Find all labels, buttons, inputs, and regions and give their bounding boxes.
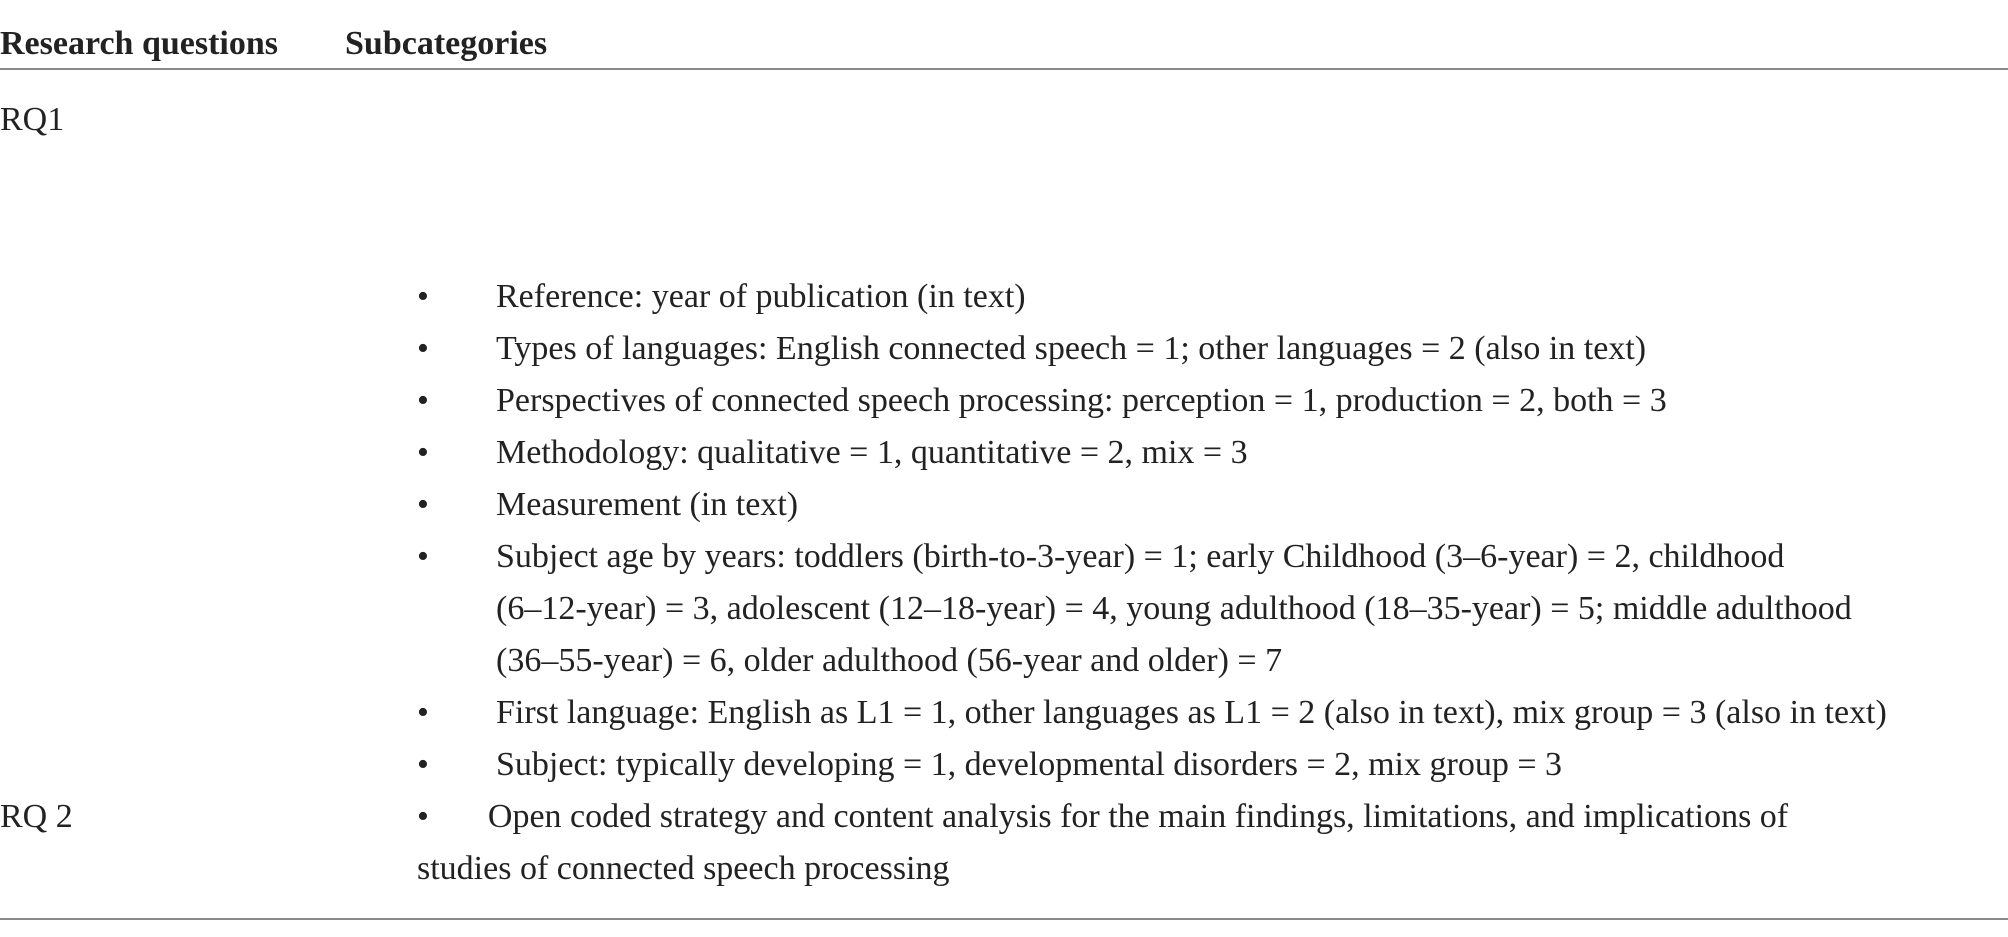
rq2-line-1 — [417, 791, 1788, 843]
bullet-icon: • — [417, 746, 429, 783]
list-item — [0, 687, 2008, 739]
rq1-subcategory-list — [0, 271, 2008, 791]
list-item-text — [496, 531, 2001, 687]
list-item-line: Perspectives of connected speech processing: perception = 1, production = 2, both = 3 — [496, 382, 1667, 419]
list-item-line: First language: English as L1 = 1, other languages as L1 = 2 (also in text), mix group = 3 (also in text) — [496, 694, 1887, 731]
bullet-icon: • — [417, 798, 429, 835]
list-item-line: Subject age by years: toddlers (birth-to-3-year) = 1; early Childhood (3–6-year) = 2, childhood — [496, 538, 1785, 575]
list-item-line: Methodology: qualitative = 1, quantitative = 2, mix = 3 — [496, 434, 1248, 471]
list-item-text — [496, 375, 2001, 427]
header-rule — [0, 68, 2008, 70]
bullet-icon: • — [417, 330, 429, 367]
list-item-text — [496, 427, 2001, 479]
list-item-text — [496, 479, 2001, 531]
list-item — [0, 739, 2008, 791]
list-item — [0, 479, 2008, 531]
bullet-icon: • — [417, 694, 429, 731]
list-item-line: Subject: typically developing = 1, developmental disorders = 2, mix group = 3 — [496, 746, 1563, 783]
table-bottom-rule — [0, 918, 2008, 920]
rq2-text-line-1: Open coded strategy and content analysis for the main findings, limitations, and implications of — [487, 798, 1789, 835]
bullet-icon: • — [417, 434, 429, 471]
list-item — [0, 427, 2008, 479]
list-item — [0, 271, 2008, 323]
list-item-text — [496, 271, 2001, 323]
bullet-icon: • — [417, 486, 429, 523]
rq1-label: RQ1 — [0, 101, 65, 138]
bullet-icon: • — [417, 538, 429, 575]
table-header — [0, 0, 2008, 70]
list-item-text — [496, 323, 2001, 375]
list-item-line: (6–12-year) = 3, adolescent (12–18-year) = 4, young adulthood (18–35-year) = 5; middle adulthood — [496, 590, 1852, 627]
list-item-text — [496, 687, 2001, 739]
header-research-questions: Research questions — [0, 25, 278, 62]
list-item-line: Types of languages: English connected speech = 1; other languages = 2 (also in text) — [496, 330, 1647, 367]
list-item-line: (36–55-year) = 6, older adulthood (56-year and older) = 7 — [496, 642, 1283, 679]
list-item-line: Reference: year of publication (in text) — [496, 278, 1026, 315]
list-item-line: Measurement (in text) — [496, 486, 799, 523]
list-item — [0, 531, 2008, 687]
list-item — [0, 375, 2008, 427]
bullet-icon: • — [417, 382, 429, 419]
list-item — [0, 323, 2008, 375]
list-item-text — [496, 739, 2001, 791]
rq2-text-line-2: studies of connected speech processing — [417, 850, 950, 887]
bullet-icon: • — [417, 278, 429, 315]
rq2-label: RQ 2 — [0, 798, 73, 835]
header-subcategories: Subcategories — [345, 25, 548, 62]
